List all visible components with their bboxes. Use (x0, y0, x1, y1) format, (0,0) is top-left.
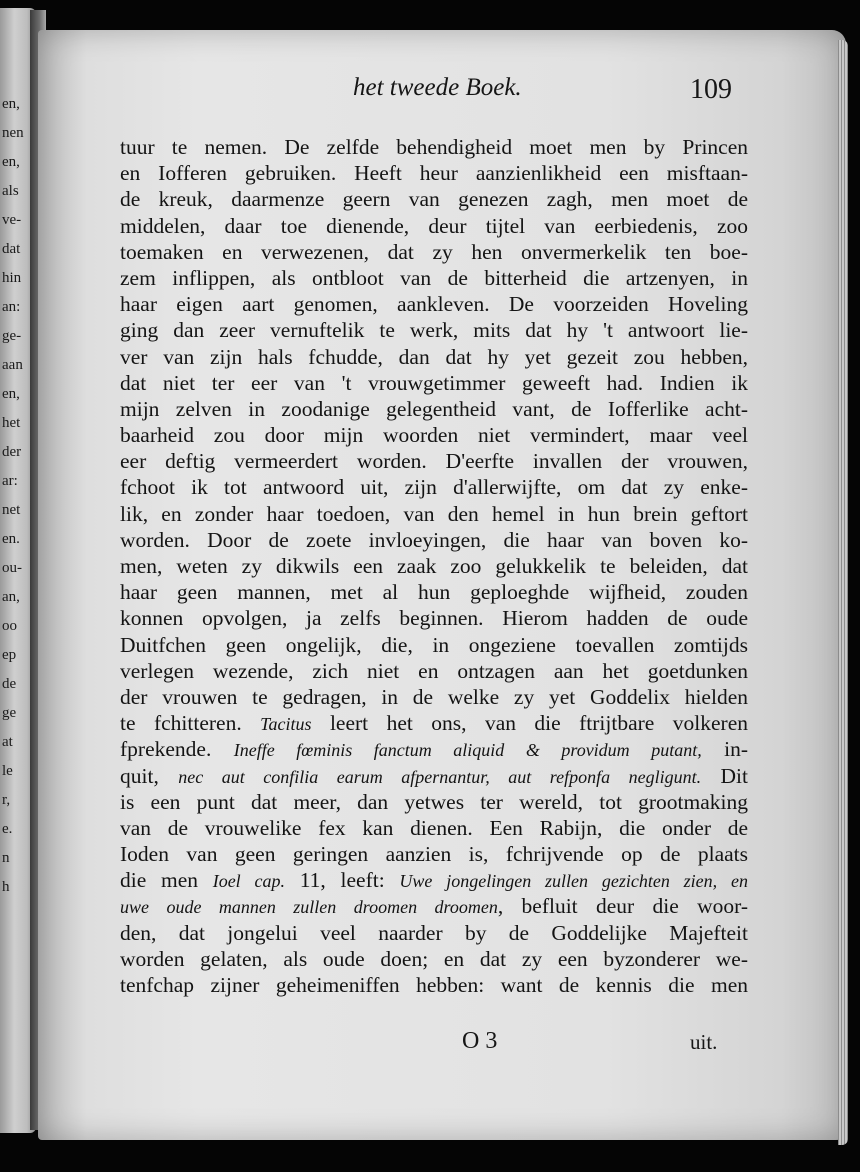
italic-segment: Uwe jongelingen zullen gezichten zien, en (399, 871, 748, 892)
text-line (120, 946, 748, 972)
left-page-fragment: dat (2, 241, 21, 257)
text-segment: leert het ons, van die ftrijtbare volkeren (311, 711, 748, 736)
text-line (120, 134, 748, 160)
left-page-fragment: en, (2, 154, 20, 170)
left-page-fragment: nen (2, 125, 24, 141)
left-page-fragment: hin (2, 270, 22, 286)
italic-segment: Ioel cap. (212, 871, 286, 892)
left-page-fragment: als (2, 183, 19, 199)
text-line (120, 317, 748, 343)
left-page-fragment: an: (2, 299, 21, 315)
text-line (120, 789, 748, 815)
running-head: het tweede Boek. (353, 74, 522, 101)
left-page-fragment: at (2, 734, 13, 750)
text-line (120, 658, 748, 684)
text-segment: van de vrouwelike fex kan dienen. Een Rabijn, die onder de (120, 815, 748, 840)
text-line (120, 867, 748, 893)
text-line (120, 579, 748, 605)
text-line (120, 763, 748, 789)
text-segment: der vrouwen te gedragen, in de welke zy yet Goddelix hielden (120, 684, 748, 709)
italic-segment: uwe oude mannen zullen droomen droomen (120, 897, 498, 918)
text-block (120, 134, 748, 998)
text-line (120, 684, 748, 710)
left-page-fragment: ar: (2, 473, 18, 489)
left-page-fragment: net (2, 502, 21, 518)
left-page-fragment: an, (2, 589, 20, 605)
text-line (120, 291, 748, 317)
text-line (120, 632, 748, 658)
text-line (120, 422, 748, 448)
page-stack-edge (838, 40, 848, 1145)
text-line (120, 396, 748, 422)
text-segment: en Iofferen gebruiken. Heeft heur aanzienlikheid een misftaan- (120, 161, 748, 186)
text-line (120, 448, 748, 474)
text-line (120, 527, 748, 553)
left-page-fragment: n (2, 850, 10, 866)
signature-mark: O 3 (462, 1028, 498, 1054)
left-page-fragment: ge- (2, 328, 22, 344)
text-segment: ver van zijn hals fchudde, dan dat hy yet gezeit zou hebben, (120, 344, 748, 369)
left-page-fragment: ge (2, 705, 17, 721)
italic-segment: Tacitus (260, 714, 312, 735)
text-segment: quit, (120, 763, 179, 788)
text-line (120, 972, 748, 998)
text-line (120, 501, 748, 527)
text-line (120, 710, 748, 736)
text-segment: tuur te nemen. De zelfde behendigheid moet men by Princen (120, 135, 748, 159)
text-segment: is een punt dat meer, dan yetwes ter wereld, tot grootmaking (120, 789, 748, 814)
text-line (120, 186, 748, 212)
left-page-fragment: der (2, 444, 22, 460)
text-segment: worden gelaten, als oude doen; en dat zy een byzonderer we- (120, 946, 748, 971)
text-line (120, 239, 748, 265)
text-segment: , befluit deur die woor- (497, 894, 748, 919)
text-segment: dat niet ter eer van 't vrouwgetimmer geweeft had. Indien ik (120, 370, 748, 395)
text-segment: haar eigen aart genomen, aankleven. De voorzeiden Hoveling (120, 292, 748, 317)
catchword: uit. (690, 1030, 718, 1054)
text-segment: mijn zelven in zoodanige gelegentheid vant, de Iofferlike acht- (120, 396, 748, 421)
text-segment: worden. Door de zoete invloeyingen, die haar van boven ko- (120, 527, 748, 552)
left-page-fragment: en, (2, 386, 20, 402)
text-line (120, 920, 748, 946)
text-segment: middelen, daar toe dienende, deur tijtel van eerbiedenis, zoo (120, 213, 748, 238)
text-segment: fprekende. (120, 737, 234, 762)
text-segment: verlegen wezende, zich niet en ontzagen aan het goetdunken (120, 658, 748, 683)
book-page (38, 30, 846, 1140)
left-page-fragment: ou- (2, 560, 22, 576)
text-line (120, 841, 748, 867)
left-page-fragment: de (2, 676, 17, 692)
text-segment: 11, leeft: (285, 868, 400, 893)
text-line (120, 265, 748, 291)
left-page-fragment: ep (2, 647, 17, 663)
text-segment: ging dan zeer vernuftelik te werk, mits dat hy 't antwoort lie- (120, 318, 748, 343)
text-line (120, 553, 748, 579)
text-segment: tenfchap zijner geheimeniffen hebben: want de kennis die men (120, 973, 748, 997)
text-segment: fchoot ik tot antwoord uit, zijn d'allerwijfte, om dat zy enke- (120, 475, 748, 500)
text-segment: Ioden van geen geringen aanzien is, fchrijvende op de plaats (120, 842, 748, 867)
text-line (120, 893, 748, 919)
text-segment: toemaken en verwezenen, dat zy hen onvermerkelik ten boe- (120, 239, 748, 264)
left-page-fragment: oo (2, 618, 17, 634)
italic-segment: Ineffe fœminis fanctum aliquid & providum putant, (233, 740, 702, 761)
text-segment: den, dat jongelui veel naarder by de Goddelijke Majefteit (120, 920, 748, 945)
text-segment: men, weten zy dikwils een zaak zoo gelukkelik te beleiden, dat (120, 554, 748, 578)
left-page-fragment: ve- (2, 212, 22, 228)
text-segment: konnen opvolgen, ja zelfs beginnen. Hierom hadden de oude (120, 606, 748, 631)
left-page-fragment: e. (2, 821, 13, 837)
left-page-fragment: aan (2, 357, 23, 373)
text-segment: zem inflippen, als ontbloot van de bitterheid die artzenyen, in (120, 265, 748, 290)
text-line (120, 160, 748, 186)
text-line (120, 736, 748, 762)
left-page-fragment: r, (2, 792, 11, 808)
text-line (120, 213, 748, 239)
text-segment: eer deftig vermeerdert worden. D'eerfte invallen der vrouwen, (120, 449, 748, 474)
page-number: 109 (690, 74, 732, 105)
italic-segment: nec aut confilia earum afpernantur, aut refponfa negligunt. (178, 766, 702, 787)
text-segment: Dit (701, 763, 748, 788)
text-segment: de kreuk, daarmenze geern van genezen zagh, men moet de (120, 187, 748, 212)
left-page-fragment: h (2, 879, 10, 895)
left-page-fragment: en, (2, 96, 20, 112)
text-line (120, 815, 748, 841)
left-page-fragment: en. (2, 531, 20, 547)
text-segment: in- (701, 737, 749, 762)
left-page-fragment: het (2, 415, 21, 431)
text-segment: die men (120, 868, 213, 893)
text-line (120, 344, 748, 370)
left-page-fragment: le (2, 763, 13, 779)
text-segment: baarheid zou door mijn woorden niet vermindert, maar veel (120, 423, 748, 448)
text-segment: te fchitteren. (120, 711, 261, 736)
text-line (120, 370, 748, 396)
text-line (120, 605, 748, 631)
text-segment: Duitfchen geen ongelijk, die, in ongeziene toevallen zomtijds (120, 632, 748, 657)
text-segment: lik, en zonder haar toedoen, van den hemel in hun brein geftort (120, 501, 748, 526)
text-segment: haar geen mannen, met al hun geploeghde wijfheid, zouden (120, 580, 748, 605)
text-line (120, 474, 748, 500)
